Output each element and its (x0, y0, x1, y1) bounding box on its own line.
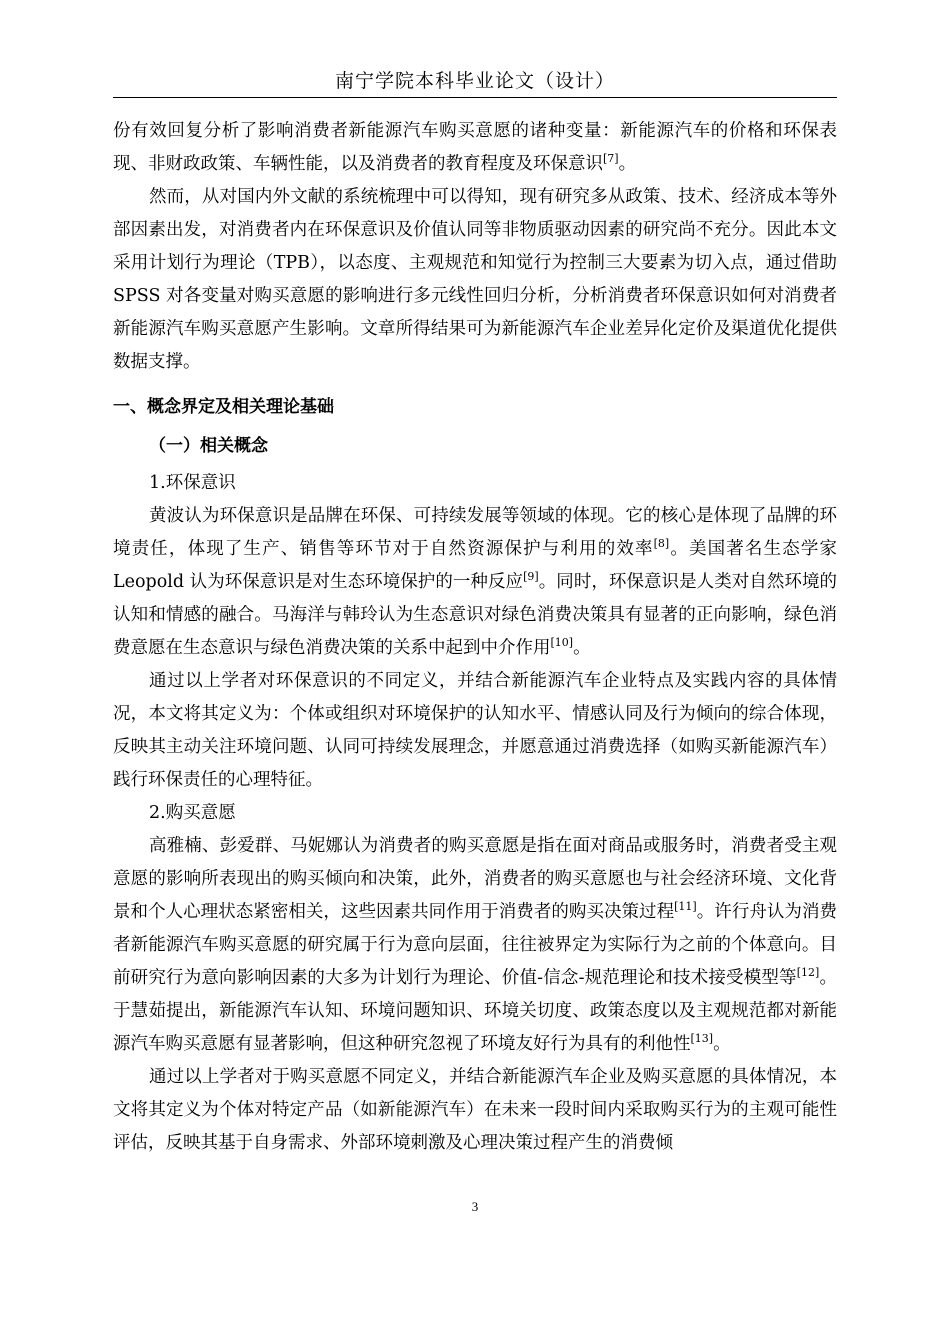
paragraph-text: 。同时，环保意识是人类对自然环境的认知和情感的融合。马海洋与韩玲认为生态意识对绿色消费决策具有显著的正向影响，绿色消费意愿在生态意识与绿色消费决策的关系中起到中介作用 (113, 572, 837, 658)
subsection-heading: （一）相关概念 (149, 436, 268, 456)
paragraph-text: 。于慧茹提出，新能源汽车认知、环境问题知识、环境关切度、政策态度以及主观规范都对新能源汽车购买意愿有显著影响，但这种研究忽视了环境友好行为具有的利他性 (113, 968, 838, 1054)
section-heading: 一、概念界定及相关理论基础 (113, 397, 334, 417)
paragraph-purchase-intention-summary: 通过以上学者对于购买意愿不同定义，并结合新能源汽车企业及购买意愿的具体情况，本文将其定义为个体对特定产品（如新能源汽车）在未来一段时间内采取购买行为的主观可能性评估，反映其基于自身需求、外部环境刺激及心理决策过程产生的消费倾 (113, 1067, 837, 1153)
paragraph-text: 黄波认为环保意识是品牌在环保、可持续发展等领域的体现。它的核心是体现了品牌的环境责任，体现了生产、销售等环节对于自然资源保护与利用的效率 (113, 506, 837, 559)
paragraph-text: 。许行舟认为消费者新能源汽车购买意愿的研究属于行为意向层面，往往被界定为实际行为之前的个体意向。目前研究行为意向影响因素的大多为计划行为理论、价值-信念-规范理论和技术接受模型等 (113, 902, 837, 988)
paragraph-text: 。 (713, 1034, 731, 1054)
paragraph-text: 。 (573, 638, 591, 658)
citation-ref: [10] (550, 636, 574, 650)
paragraph-environmental-awareness-summary: 通过以上学者对环保意识的不同定义，并结合新能源汽车企业特点及实践内容的具体情况，本文将其定义为：个体或组织对环境保护的认知水平、情感认同及行为倾向的综合体现，反映其主动关注环境问题、认同可持续发展理念，并愿意通过消费选择（如购买新能源汽车）践行环保责任的心理特征。 (113, 671, 837, 790)
paragraph-environmental-awareness-definitions (113, 500, 837, 665)
item-heading-environmental-awareness: 1.环保意识 (149, 473, 236, 493)
citation-ref: [7] (603, 152, 619, 166)
citation-ref: [9] (523, 570, 539, 584)
paragraph-research-gap: 然而，从对国内外文献的系统梳理中可以得知，现有研究多从政策、技术、经济成本等外部因素出发，对消费者内在环保意识及价值认同等非物质驱动因素的研究尚不充分。因此本文采用计划行为理论（TPB），以态度、主观规范和知觉行为控制三大要素为切入点，通过借助 SPSS 对各变量对购买意愿的影响进行多元线性回归分析，分析消费者环保意识如何对消费者新能源汽车购买意愿产生影响。文章所得结果可为新能源汽车企业差异化定价及渠道优化提供数据支撑。 (113, 187, 837, 372)
paragraph-continued (113, 115, 837, 181)
paragraph-purchase-intention-definitions (113, 830, 837, 1061)
paragraph-text: 。 (618, 154, 637, 174)
citation-ref: [12] (796, 966, 820, 980)
page-number: 3 (471, 1199, 479, 1214)
page-header: 南宁学院本科毕业论文（设计） (334, 70, 615, 92)
citation-ref: [8] (653, 537, 670, 551)
citation-ref: [11] (674, 900, 697, 914)
page-body (113, 115, 837, 1160)
paragraph-text: 高雅楠、彭爱群、马妮娜认为消费者的购买意愿是指在面对商品或服务时，消费者受主观意愿的影响所表现出的购买倾向和决策，此外，消费者的购买意愿也与社会经济环境、文化背景和个人心理状态紧密相关，这些因素共同作用于消费者的购买决策过程 (113, 836, 837, 922)
header-divider (113, 97, 837, 98)
item-heading-purchase-intention: 2.购买意愿 (149, 803, 236, 823)
citation-ref: [13] (690, 1032, 714, 1046)
paragraph-text: 份有效回复分析了影响消费者新能源汽车购买意愿的诸种变量：新能源汽车的价格和环保表现、非财政政策、车辆性能，以及消费者的教育程度及环保意识 (113, 121, 837, 174)
paragraph-text: 。美国著名生态学家 Leopold 认为环保意识是对生态环境保护的一种反应 (113, 539, 837, 592)
